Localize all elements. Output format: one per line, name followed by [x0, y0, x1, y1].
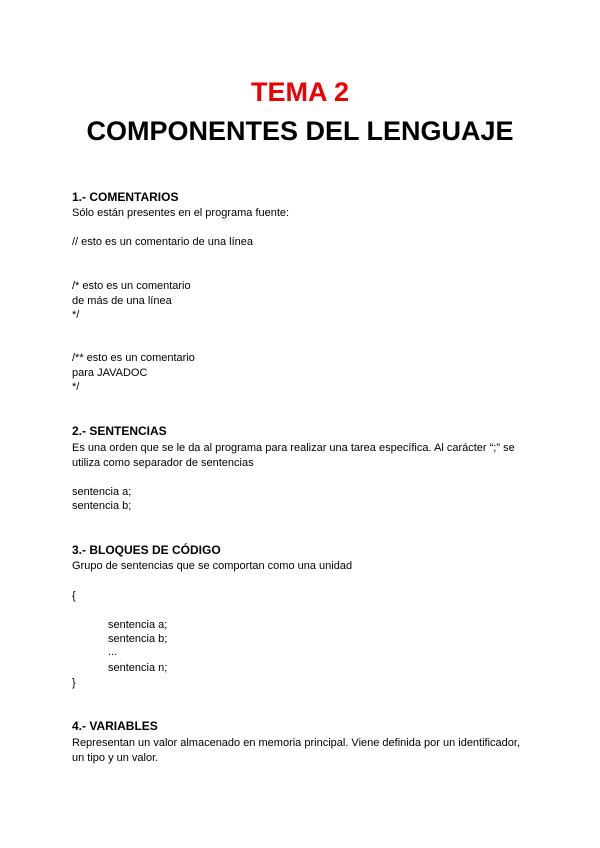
section-heading-comentarios: 1.- COMENTARIOS	[72, 190, 179, 204]
block-statement: sentencia b;	[108, 633, 168, 645]
sentencia-example: sentencia a;	[72, 486, 132, 498]
variables-description-line: un tipo y un valor.	[72, 752, 159, 764]
block-comment-line: de más de una línea	[72, 295, 172, 307]
block-comment-line: */	[72, 309, 80, 321]
topic-title: TEMA 2	[250, 77, 349, 107]
variables-description-line: Representan un valor almacenado en memoria principal. Viene definida por un identificador,	[72, 737, 521, 749]
sentencia-example: sentencia b;	[72, 500, 132, 512]
block-statement: sentencia n;	[108, 662, 168, 674]
section-heading-bloques: 3.- BLOQUES DE CÓDIGO	[72, 543, 221, 557]
block-close-brace: }	[72, 677, 76, 689]
comentarios-intro: Sólo están presentes en el programa fuente:	[72, 207, 290, 219]
block-open-brace: {	[72, 590, 76, 602]
javadoc-comment-line: para JAVADOC	[72, 367, 148, 379]
sentencias-description-line: utiliza como separador de sentencias	[72, 457, 254, 469]
block-comment-line: /* esto es un comentario	[72, 280, 191, 292]
section-heading-sentencias: 2.- SENTENCIAS	[72, 424, 167, 438]
sentencias-description-line: Es una orden que se le da al programa para realizar una tarea específica. Al carácter “;” se	[72, 442, 515, 454]
javadoc-comment-line: */	[72, 381, 80, 393]
page-title: COMPONENTES DEL LENGUAJE	[86, 116, 514, 146]
section-heading-variables: 4.- VARIABLES	[72, 719, 158, 733]
bloques-description: Grupo de sentencias que se comportan como una unidad	[72, 560, 353, 572]
block-statement: sentencia a;	[108, 619, 168, 631]
line-comment-example: // esto es un comentario de una línea	[72, 236, 254, 248]
javadoc-comment-line: /** esto es un comentario	[72, 352, 195, 364]
block-statement-ellipsis: ...	[108, 646, 118, 658]
